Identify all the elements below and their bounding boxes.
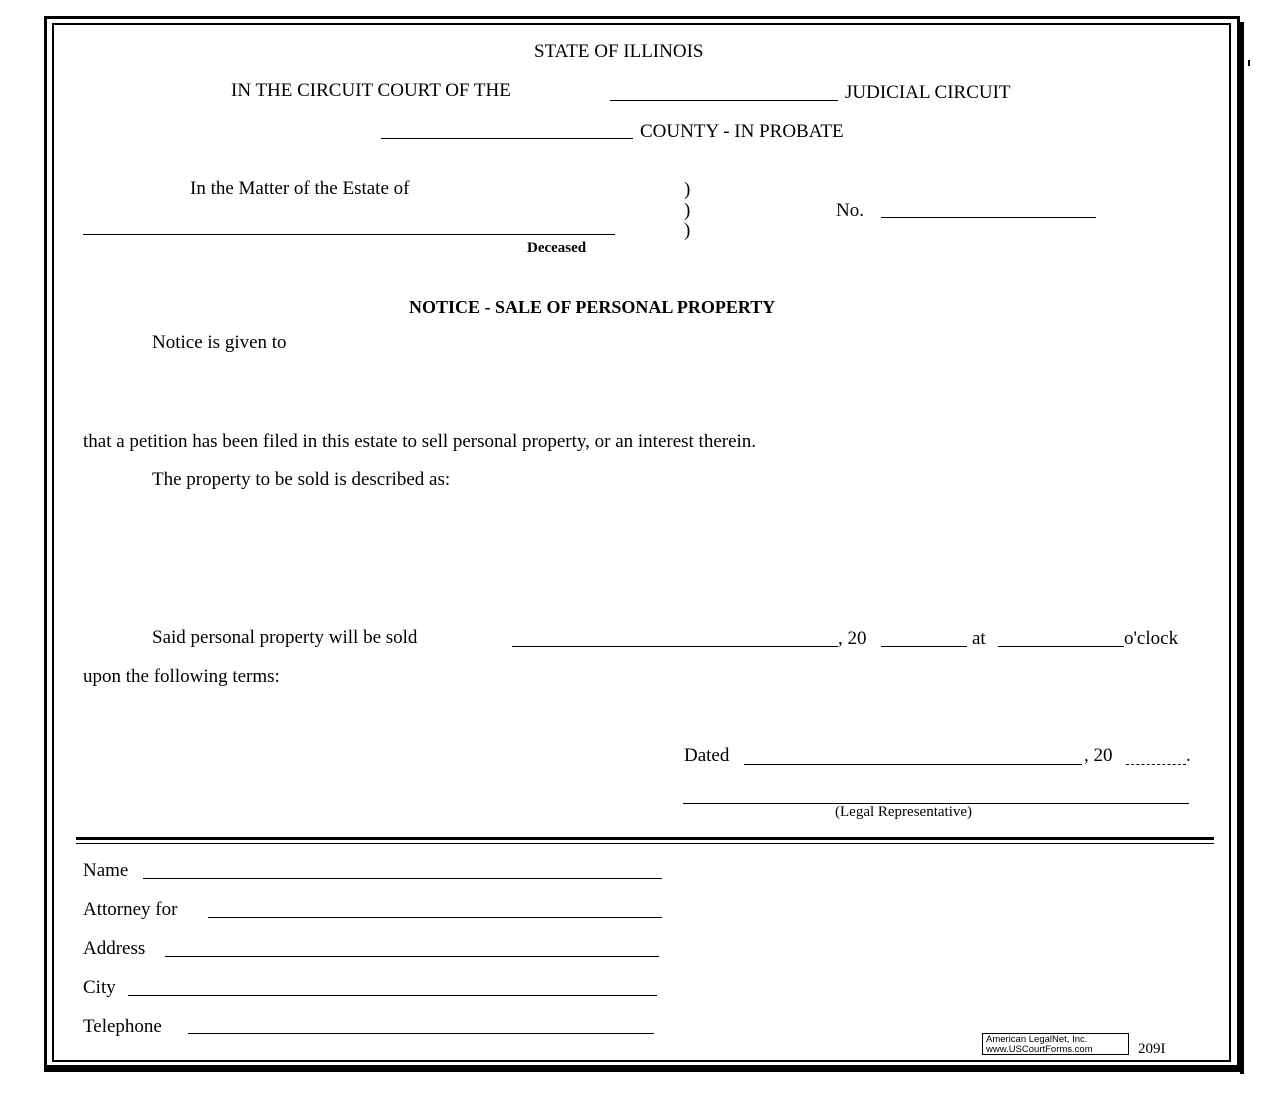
section-divider-thick bbox=[76, 837, 1214, 840]
property-description-label: The property to be sold is described as: bbox=[152, 469, 451, 490]
terms-label: upon the following terms: bbox=[83, 666, 280, 687]
dated-year-field[interactable] bbox=[1126, 764, 1186, 765]
caption-paren-3: ) bbox=[684, 220, 691, 241]
publisher-url: www.USCourtForms.com bbox=[986, 1044, 1093, 1055]
attorney-for-field[interactable] bbox=[208, 917, 662, 918]
sale-at-label: at bbox=[972, 628, 986, 649]
county-field[interactable] bbox=[381, 138, 633, 139]
section-divider-thin bbox=[76, 843, 1214, 844]
city-field[interactable] bbox=[128, 995, 657, 996]
sale-time-field[interactable] bbox=[998, 646, 1124, 647]
sale-year-prefix: , 20 bbox=[838, 628, 867, 649]
dated-period: . bbox=[1186, 745, 1191, 766]
dated-label: Dated bbox=[684, 745, 730, 766]
legal-representative-label: (Legal Representative) bbox=[835, 804, 973, 820]
dated-field[interactable] bbox=[744, 764, 1082, 765]
notice-given-text: Notice is given to bbox=[152, 332, 287, 353]
estate-matter-label: In the Matter of the Estate of bbox=[190, 178, 410, 199]
document-title: NOTICE - SALE OF PERSONAL PROPERTY bbox=[409, 297, 776, 317]
telephone-label: Telephone bbox=[83, 1016, 162, 1037]
judicial-circuit-label: JUDICIAL CIRCUIT bbox=[845, 82, 1011, 103]
border-shadow-bottom bbox=[44, 1068, 1244, 1072]
publisher-stamp bbox=[982, 1033, 1129, 1055]
county-label: COUNTY - IN PROBATE bbox=[640, 121, 844, 142]
court-heading-prefix: IN THE CIRCUIT COURT OF THE bbox=[231, 80, 511, 101]
address-field[interactable] bbox=[165, 956, 659, 957]
dated-year-prefix: , 20 bbox=[1084, 745, 1113, 766]
attorney-name-field[interactable] bbox=[143, 878, 662, 879]
sale-date-field[interactable] bbox=[512, 646, 838, 647]
sale-year-field[interactable] bbox=[881, 646, 967, 647]
publisher-name: American LegalNet, Inc. bbox=[986, 1034, 1088, 1045]
petition-text: that a petition has been filed in this estate to sell personal property, or an interest therein. bbox=[83, 431, 757, 452]
telephone-field[interactable] bbox=[188, 1033, 654, 1034]
address-label: Address bbox=[83, 938, 146, 959]
state-heading: STATE OF ILLINOIS bbox=[534, 41, 704, 62]
form-number: 209I bbox=[1138, 1041, 1166, 1057]
oclock-label: o'clock bbox=[1124, 628, 1179, 649]
scan-mark bbox=[1248, 60, 1250, 66]
case-number-label: No. bbox=[836, 200, 864, 221]
caption-paren-1: ) bbox=[684, 179, 691, 200]
deceased-label: Deceased bbox=[527, 240, 587, 256]
attorney-name-label: Name bbox=[83, 860, 129, 881]
border-shadow-right bbox=[1240, 22, 1244, 1074]
caption-paren-2: ) bbox=[684, 200, 691, 221]
case-number-field[interactable] bbox=[881, 217, 1096, 218]
city-label: City bbox=[83, 977, 116, 998]
attorney-for-label: Attorney for bbox=[83, 899, 178, 920]
decedent-name-field[interactable] bbox=[83, 234, 615, 235]
judicial-circuit-field[interactable] bbox=[610, 100, 838, 101]
sale-date-prefix: Said personal property will be sold bbox=[152, 627, 418, 648]
